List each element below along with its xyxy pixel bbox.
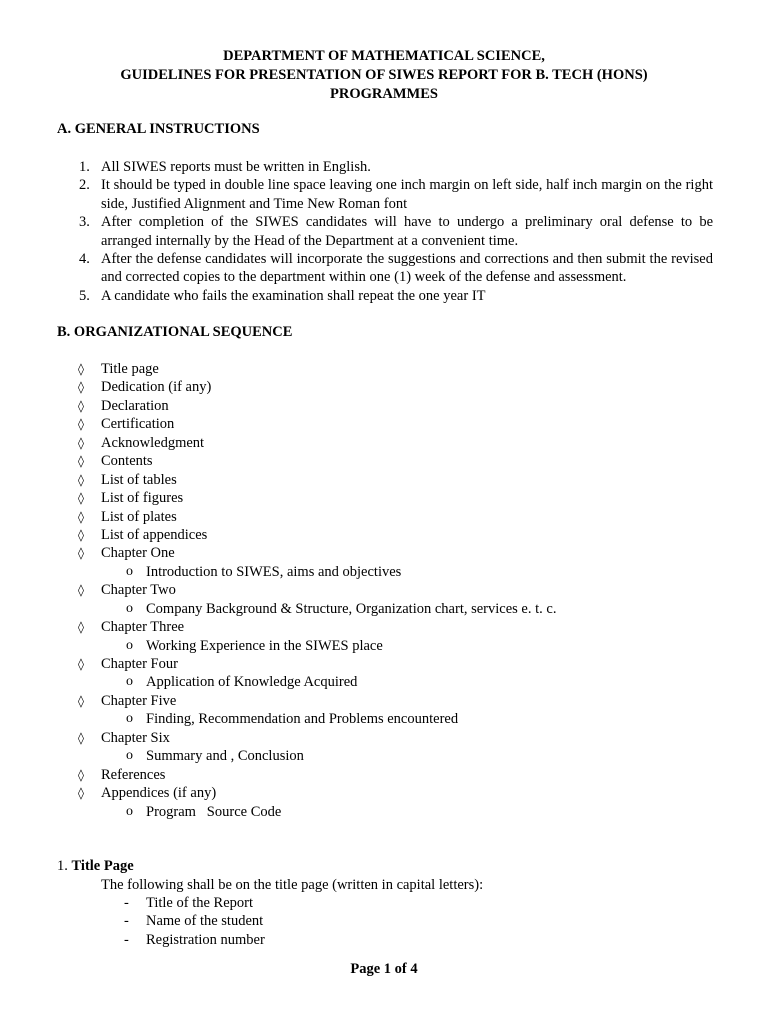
diamond-bullet-icon: ◊: [78, 767, 84, 782]
item-text: Application of Knowledge Acquired: [146, 674, 358, 691]
item-text: Chapter One: [101, 545, 175, 562]
circle-bullet-icon: o: [126, 674, 133, 690]
diamond-bullet-icon: ◊: [78, 657, 84, 671]
item-text: All SIWES reports must be written in English.: [101, 159, 371, 175]
list-item: [57, 176, 713, 213]
diamond-bullet-icon: ◊: [78, 435, 84, 450]
diamond-bullet-icon: ◊: [78, 509, 84, 524]
item-number: 1.: [79, 159, 90, 175]
diamond-bullet-icon: ◊: [78, 583, 84, 598]
item-text: Company Background & Structure, Organization chart, services e. t. c.: [146, 600, 557, 617]
item-text: Chapter Four: [101, 656, 178, 672]
list-item: [57, 213, 713, 250]
item-text: After the defense candidates will incorporate the suggestions and corrections and then submit the revised and corrected copies to the department within one (1) week of the defense and assessment.: [101, 251, 713, 286]
item-text: Program Source Code: [146, 803, 282, 820]
diamond-bullet-icon: ◊: [78, 398, 84, 413]
circle-bullet-icon: o: [126, 600, 133, 616]
item-text: Title of the Report: [146, 895, 254, 911]
title-line-1: DEPARTMENT OF MATHEMATICAL SCIENCE,: [223, 48, 545, 64]
item-text: Summary and , Conclusion: [146, 748, 304, 765]
section-number: 1.: [57, 858, 68, 874]
item-text: It should be typed in double line space leaving one inch margin on left side, half inch margin on the right side, Justified Alignment and Time New Roman font: [101, 177, 713, 212]
section-b-heading: B. ORGANIZATIONAL SEQUENCE: [57, 324, 293, 340]
item-text: Title page: [101, 361, 159, 377]
section-a-heading: A. GENERAL INSTRUCTIONS: [57, 121, 260, 137]
item-text: Working Experience in the SIWES place: [146, 637, 383, 654]
item-text: Appendices (if any): [101, 785, 217, 802]
item-text: Chapter Three: [101, 619, 185, 636]
circle-bullet-icon: o: [126, 711, 133, 727]
item-text: List of figures: [101, 490, 184, 507]
diamond-bullet-icon: ◊: [78, 546, 84, 561]
item-text: Finding, Recommendation and Problems encountered: [146, 711, 459, 728]
section-title: Title Page: [71, 858, 134, 874]
item-text: List of appendices: [101, 526, 208, 543]
list-item: [57, 287, 713, 305]
item-text: Certification: [101, 416, 175, 433]
title-page-heading: [57, 857, 134, 875]
document-title: [0, 47, 768, 104]
item-text: List of plates: [101, 508, 177, 525]
diamond-bullet-icon: ◊: [78, 472, 84, 487]
item-number: 4.: [79, 251, 90, 268]
item-number: 3.: [79, 214, 90, 231]
dash-bullet-icon: -: [124, 931, 129, 948]
title-line-2: GUIDELINES FOR PRESENTATION OF SIWES REPORT FOR B. TECH (HONS): [120, 67, 648, 83]
item-text: Acknowledgment: [101, 434, 205, 451]
circle-bullet-icon: o: [126, 748, 133, 764]
item-text: After completion of the SIWES candidates will have to undergo a preliminary oral defense to be arranged internally by the Head of the Department at a convenient time.: [101, 214, 713, 249]
diamond-bullet-icon: ◊: [78, 786, 84, 801]
diamond-bullet-icon: ◊: [78, 491, 84, 506]
item-text: Name of the student: [146, 913, 264, 930]
diamond-bullet-icon: ◊: [78, 362, 84, 376]
diamond-bullet-icon: ◊: [78, 730, 84, 745]
item-text: A candidate who fails the examination shall repeat the one year IT: [101, 287, 486, 304]
item-text: Chapter Six: [101, 729, 170, 746]
title-line-3: PROGRAMMES: [330, 86, 438, 102]
item-text: Chapter Five: [101, 692, 177, 709]
diamond-bullet-icon: ◊: [78, 527, 84, 542]
item-text: Chapter Two: [101, 582, 176, 599]
item-text: Declaration: [101, 397, 169, 414]
dash-bullet-icon: -: [124, 895, 129, 911]
general-instructions-list: [57, 158, 713, 305]
diamond-bullet-icon: ◊: [78, 620, 84, 635]
list-item: [57, 250, 713, 287]
circle-bullet-icon: o: [126, 637, 133, 653]
item-text: Introduction to SIWES, aims and objectives: [146, 563, 402, 580]
item-text: References: [101, 766, 166, 783]
item-text: List of tables: [101, 471, 177, 488]
diamond-bullet-icon: ◊: [78, 380, 84, 395]
dash-bullet-icon: -: [124, 913, 129, 930]
item-text: Contents: [101, 453, 153, 470]
diamond-bullet-icon: ◊: [78, 417, 84, 432]
circle-bullet-icon: o: [126, 563, 133, 579]
item-number: 5.: [79, 287, 90, 304]
circle-bullet-icon: o: [126, 803, 133, 819]
diamond-bullet-icon: ◊: [78, 693, 84, 708]
item-number: 2.: [79, 177, 90, 194]
item-text: Dedication (if any): [101, 379, 212, 396]
title-page-intro: The following shall be on the title page (written in capital letters):: [101, 877, 484, 893]
page-number: Page 1 of 4: [350, 961, 418, 977]
item-text: Registration number: [146, 931, 265, 948]
diamond-bullet-icon: ◊: [78, 454, 84, 469]
list-item: [57, 158, 713, 176]
